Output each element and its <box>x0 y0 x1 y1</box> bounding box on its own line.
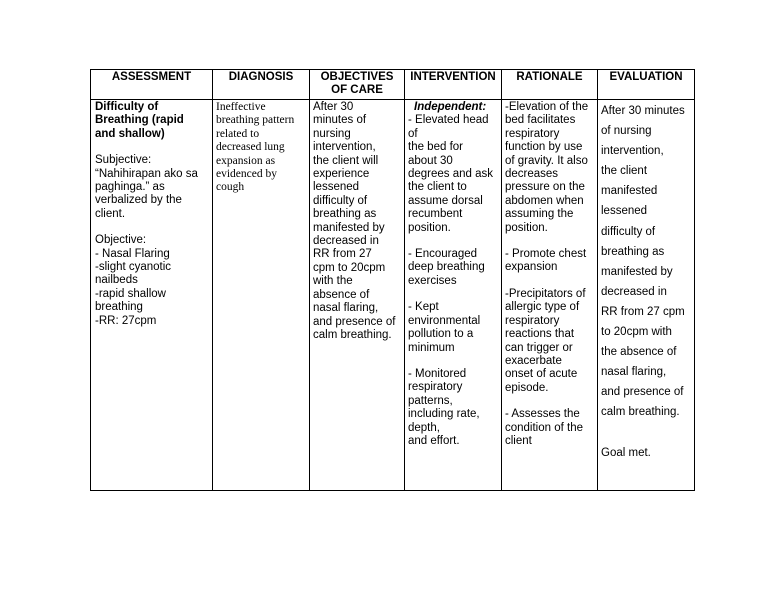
objectives-text: After 30 minutes of nursing intervention, the client will experience lessened difficulty of breathing as manifested by decreased in RR from 27 cpm to 20cpm with the absence of nasal flaring, and presence of calm breathing. <box>313 101 396 341</box>
header-row <box>91 70 695 100</box>
header-rationale: RATIONALE <box>502 70 598 100</box>
independent-label: Independent: <box>414 101 487 113</box>
rationale-item-3: -Precipitators of allergic type of respiratory reactions that can trigger or exacerbate onset of acute episode. <box>505 287 586 394</box>
rationale-item-1: -Elevation of the bed facilitates respiratory function by use of gravity. It also decreases pressure on the abdomen when assuming the position. <box>505 101 589 234</box>
rationale-item-4: - Assesses the condition of the client <box>505 408 584 447</box>
evaluation-cell <box>598 100 695 491</box>
header-diagnosis: DIAGNOSIS <box>213 70 310 100</box>
intervention-item-2: - Encouraged deep breathing exercises <box>408 248 485 287</box>
objectives-cell <box>310 100 405 491</box>
intervention-cell <box>405 100 502 491</box>
diagnosis-text: Ineffective breathing pattern related to decreased lung expansion as evidenced by cough <box>216 101 295 194</box>
assessment-cell <box>91 100 213 491</box>
evaluation-text: After 30 minutes of nursing intervention, the client manifested lessened difficulty of breathing as manifested by decreased in RR from 27 cpm to 20cpm with the absence of nasal flaring, and presence of calm breathing. <box>601 105 685 419</box>
care-plan-row <box>91 100 695 491</box>
assessment-title: Difficulty of Breathing (rapid and shallow) <box>95 101 184 140</box>
assessment-subjective: Subjective: “Nahihirapan ako sa paghinga.” as verbalized by the client. <box>95 154 198 220</box>
header-intervention: INTERVENTION <box>405 70 502 100</box>
evaluation-goal: Goal met. <box>601 446 651 459</box>
intervention-item-1: - Elevated head of the bed for about 30 degrees and ask the client to assume dorsal recumbent position. <box>408 114 494 234</box>
rationale-item-2: - Promote chest expansion <box>505 248 587 274</box>
intervention-item-3: - Kept environmental pollution to a minimum <box>408 301 481 354</box>
nursing-care-plan-table <box>90 69 695 491</box>
rationale-cell <box>502 100 598 491</box>
intervention-item-4: - Monitored respiratory patterns, including rate, depth, and effort. <box>408 367 480 447</box>
assessment-objective: Objective: - Nasal Flaring -slight cyanotic nailbeds -rapid shallow breathing -RR: 27cpm <box>95 234 172 327</box>
header-objectives: OBJECTIVES OF CARE <box>310 70 405 100</box>
diagnosis-cell <box>213 100 310 491</box>
header-assessment: ASSESSMENT <box>91 70 213 100</box>
header-evaluation: EVALUATION <box>598 70 695 100</box>
